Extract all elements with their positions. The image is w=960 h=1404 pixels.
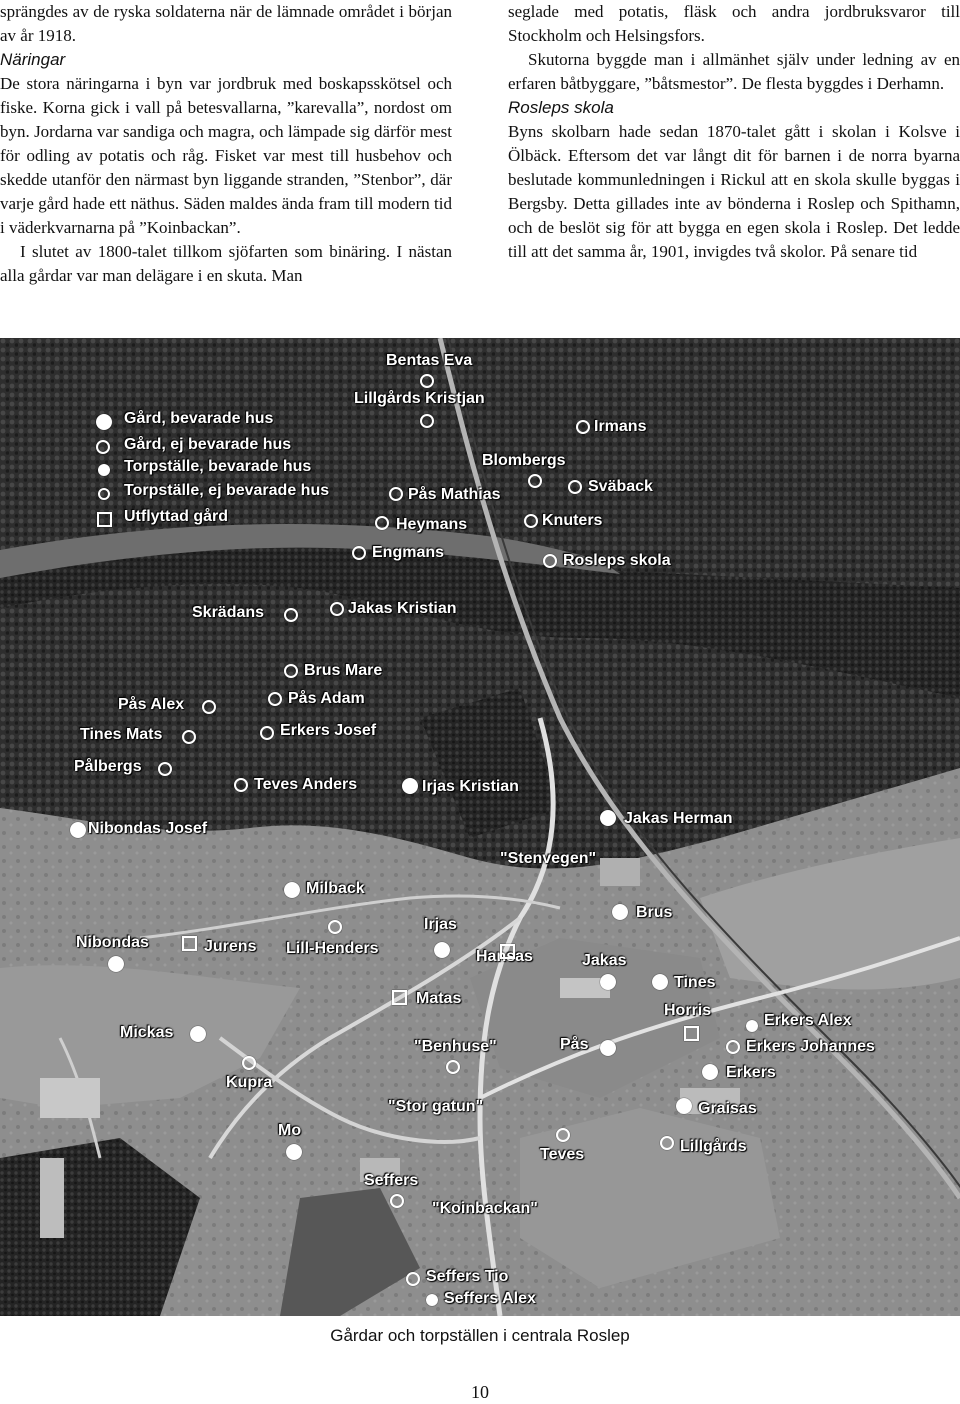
place-label: Pålbergs	[74, 758, 142, 775]
place-label: Tines	[674, 974, 716, 991]
place-label: Nibondas Josef	[88, 820, 208, 837]
moved-farm-icon	[500, 944, 515, 959]
place-label: Lill-Henders	[286, 940, 379, 957]
place-label: Horris	[664, 1002, 712, 1019]
place-label: Blombergs	[482, 452, 566, 469]
place-label: Irjas Kristian	[422, 778, 519, 795]
place-label: Pås	[560, 1036, 589, 1053]
place-marker	[330, 602, 344, 616]
moved-farm-icon	[182, 936, 197, 951]
place-label: Irjas	[424, 916, 457, 933]
place-marker	[434, 942, 450, 958]
place-label: Tines Mats	[80, 726, 163, 743]
section-heading-rosleps-skola: Rosleps skola	[508, 98, 614, 117]
place-marker	[746, 1020, 758, 1032]
text-column-right	[508, 0, 960, 264]
place-marker	[390, 1194, 404, 1208]
place-marker	[375, 516, 389, 530]
place-label: Nibondas	[76, 934, 149, 951]
place-label: Engmans	[372, 544, 445, 561]
place-marker	[420, 374, 434, 388]
section-heading-naringar: Näringar	[0, 50, 66, 69]
paragraph: seglade med potatis, fläsk och andra jordbruksvaror till Stockholm och Helsingsfors.	[508, 2, 960, 45]
place-label: Seffers Tio	[426, 1268, 509, 1285]
moved-farm-icon	[97, 512, 112, 527]
place-label: Teves Anders	[254, 776, 358, 793]
place-label: Brus Mare	[304, 662, 383, 679]
place-label: Teves	[540, 1146, 585, 1163]
place-label: Lillgårds	[680, 1138, 747, 1155]
place-label: Kupra	[226, 1074, 273, 1091]
paragraph: De stora näringarna i byn var jordbruk med boskapsskötsel och fiske. Korna gick i vall på betesvallarna, ”karevalla”, nordost om byn. Jordarna var sandiga och magra, och lämpade sig därför mest för odling av potatis och råg. Fisket var mest till husbehov och skedde utanför den närmast byn liggande stranden, ”Stenbor”, där varje gård hade ett näthus. Säden maldes ända fram till modern tid i väderkvarnarna på ”Koinbackan”.	[0, 74, 452, 237]
place-marker	[190, 1026, 206, 1042]
place-label: "Stor gatun"	[388, 1098, 484, 1115]
place-marker	[352, 546, 366, 560]
farm-preserved-icon	[96, 414, 112, 430]
place-label: Milback	[306, 880, 365, 897]
place-marker	[242, 1056, 256, 1070]
moved-farm-icon	[392, 990, 407, 1005]
place-label: Mo	[278, 1122, 302, 1139]
paragraph: Byns skolbarn hade sedan 1870-talet gått i skolan i Kolsve i Ölbäck. Eftersom det var långt dit för barnen i de norra byarna beslutade kommunledningen i Rickul att en skola skulle byggas i Bergsby. Detta gillades inte av bönderna i Roslep och Spithamn, och de beslöt sig för att bygga en egen skola i Roslep. Det ledde till att det samma år, 1901, invigdes två skolor. På senare tid	[508, 122, 960, 261]
place-marker	[612, 904, 628, 920]
place-marker	[660, 1136, 674, 1150]
place-label: Seffers	[364, 1172, 419, 1189]
place-label: Pås Mathias	[408, 486, 501, 503]
legend-label: Torpställe, ej bevarade hus	[124, 482, 330, 499]
place-label: Mickas	[120, 1024, 174, 1041]
place-marker	[268, 692, 282, 706]
paragraph: sprängdes av de ryska soldaterna när de lämnade området i början av år 1918.	[0, 2, 452, 45]
place-label: Knuters	[542, 512, 603, 529]
place-marker	[260, 726, 274, 740]
place-label: Irmans	[594, 418, 647, 435]
place-label: Matas	[416, 990, 462, 1007]
place-marker	[576, 420, 590, 434]
place-marker	[402, 778, 418, 794]
place-label: Skrädans	[192, 604, 265, 621]
place-marker	[556, 1128, 570, 1142]
place-label: "Koinbackan"	[432, 1200, 538, 1217]
place-label: Jurens	[204, 938, 257, 955]
place-marker	[702, 1064, 718, 1080]
place-marker	[182, 730, 196, 744]
place-label: Lillgårds Kristjan	[354, 390, 485, 407]
place-marker	[328, 920, 342, 934]
place-label: "Stenvegen"	[500, 850, 597, 867]
place-label: Bentas Eva	[386, 352, 473, 369]
place-marker	[426, 1294, 438, 1306]
place-label: Jakas	[582, 952, 627, 969]
place-marker	[286, 1144, 302, 1160]
legend-label: Gård, ej bevarade hus	[124, 436, 292, 453]
paragraph: I slutet av 1800-talet tillkom sjöfarten som binäring. I nästan alla gårdar var man delägare i en skuta. Man	[0, 242, 452, 285]
place-marker	[284, 664, 298, 678]
place-label: Jakas Herman	[624, 810, 733, 827]
place-marker	[234, 778, 248, 792]
place-label: Graisas	[698, 1100, 757, 1117]
place-label: Erkers Alex	[764, 1012, 852, 1029]
place-marker	[568, 480, 582, 494]
place-label: Heymans	[396, 516, 468, 533]
place-marker	[600, 810, 616, 826]
place-marker	[108, 956, 124, 972]
place-marker	[70, 822, 86, 838]
place-label: Erkers Johannes	[746, 1038, 875, 1055]
place-marker	[528, 474, 542, 488]
croft-preserved-icon	[98, 464, 110, 476]
place-marker	[652, 974, 668, 990]
place-marker	[600, 1040, 616, 1056]
paragraph: Skutorna byggde man i allmänhet själv under ledning av en erfaren båtbyggare, ”båtsmestor”. De flesta byggdes i Derhamn.	[508, 50, 960, 93]
farm-not-preserved-icon	[96, 440, 110, 454]
place-label: Pås Adam	[288, 690, 365, 707]
place-marker	[524, 514, 538, 528]
place-label: Pås Alex	[118, 696, 185, 713]
place-label: Jakas Kristian	[348, 600, 457, 617]
place-marker	[420, 414, 434, 428]
place-marker	[389, 487, 403, 501]
place-marker	[446, 1060, 460, 1074]
croft-not-preserved-icon	[98, 488, 110, 500]
place-marker	[202, 700, 216, 714]
place-marker	[406, 1272, 420, 1286]
place-marker	[676, 1098, 692, 1114]
place-label: Erkers	[726, 1064, 776, 1081]
place-marker	[284, 882, 300, 898]
aerial-map	[0, 338, 960, 1316]
place-label: Rosleps skola	[563, 552, 671, 569]
place-label: Seffers Alex	[444, 1290, 536, 1307]
text-column-left	[0, 0, 452, 288]
legend-label: Gård, bevarade hus	[124, 410, 274, 427]
legend-label: Utflyttad gård	[124, 508, 228, 525]
place-label: Sväback	[588, 478, 653, 495]
place-label: Hansas	[476, 948, 533, 965]
place-label: "Benhuse"	[414, 1038, 497, 1055]
place-marker	[543, 554, 557, 568]
place-marker	[284, 608, 298, 622]
place-marker	[726, 1040, 740, 1054]
place-label: Brus	[636, 904, 673, 921]
legend-label: Torpställe, bevarade hus	[124, 458, 312, 475]
moved-farm-icon	[684, 1026, 699, 1041]
place-marker	[600, 974, 616, 990]
figure-caption: Gårdar och torpställen i centrala Roslep	[330, 1326, 630, 1345]
place-marker	[158, 762, 172, 776]
page-number: 10	[471, 1382, 489, 1402]
place-label: Erkers Josef	[280, 722, 377, 739]
